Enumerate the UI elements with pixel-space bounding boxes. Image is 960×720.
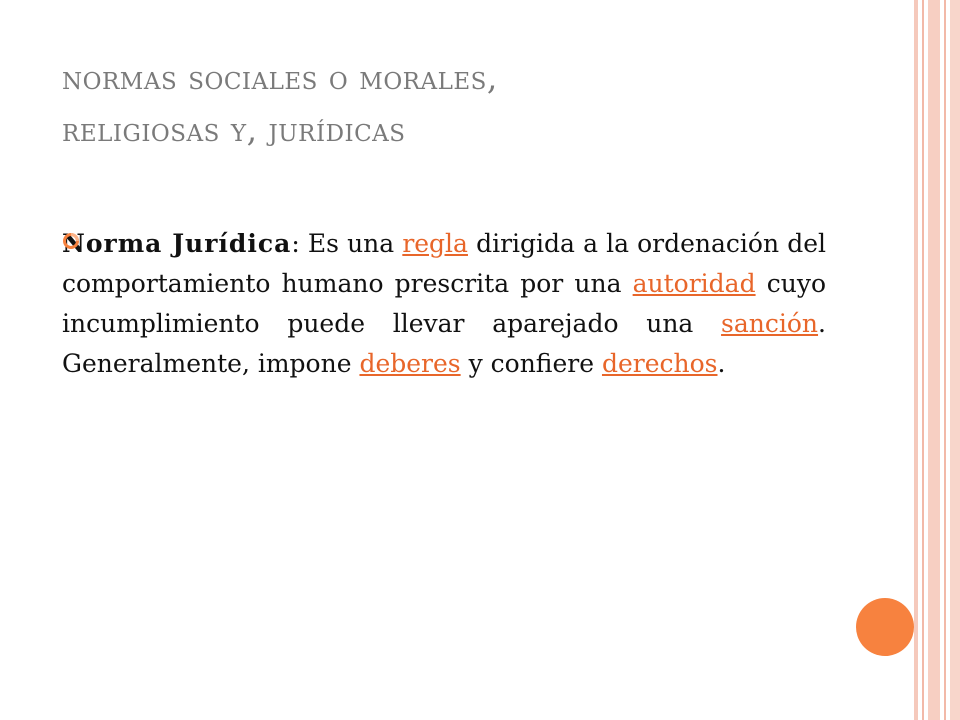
decorative-side-stripes bbox=[914, 0, 960, 720]
text-segment: cuyo incumplimiento puede llevar aparejado una bbox=[62, 269, 827, 338]
decorative-orange-circle bbox=[856, 598, 914, 656]
text-segment: y confiere bbox=[460, 349, 602, 378]
text-segment: . Generalmente, impone bbox=[62, 309, 826, 378]
stripe bbox=[944, 0, 946, 720]
stripe bbox=[928, 0, 940, 720]
text-segment: . bbox=[717, 349, 726, 378]
text-segment: dirigida a la ordenación del comportamiento humano prescrita por una bbox=[62, 229, 827, 298]
link-derechos[interactable]: derechos bbox=[601, 349, 718, 378]
stripe bbox=[922, 0, 924, 720]
text-segment: : Es una bbox=[291, 229, 403, 258]
title-line-1: normas sociales o morales, bbox=[62, 58, 498, 97]
stripe bbox=[914, 0, 918, 720]
slide-title bbox=[62, 52, 862, 156]
link-sancion[interactable]: sanción bbox=[721, 309, 819, 338]
term-norma-juridica: Norma Jurídica bbox=[62, 229, 292, 258]
stripe bbox=[950, 0, 960, 720]
bullet-item bbox=[62, 224, 826, 384]
link-autoridad[interactable]: autoridad bbox=[632, 269, 756, 298]
bullet-paragraph bbox=[62, 224, 826, 384]
title-line-2: religiosas y, jurídicas bbox=[62, 110, 406, 149]
link-deberes[interactable]: deberes bbox=[359, 349, 461, 378]
link-regla[interactable]: regla bbox=[402, 229, 468, 258]
orange-ring-bullet-icon bbox=[62, 232, 80, 250]
